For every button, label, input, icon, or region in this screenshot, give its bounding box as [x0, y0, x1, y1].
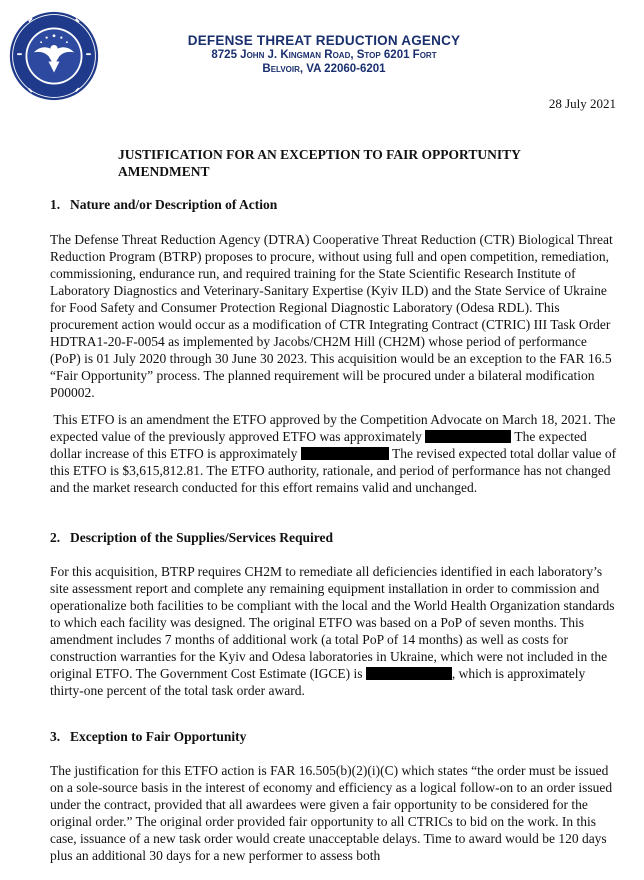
agency-address-line2: Belvoir, VA 22060-6201 — [262, 63, 386, 75]
dod-seal-icon — [8, 10, 100, 102]
paragraph-text: This ETFO is an amendment the ETFO approved by the Competition Advocate on March 18, 2021. The expected value of the previously approved ETFO was approximately — [50, 412, 616, 444]
section-title: Nature and/or Description of Action — [70, 197, 278, 212]
redaction-block — [366, 667, 452, 680]
section-2-paragraph-1 — [50, 563, 618, 699]
section-3-heading — [50, 729, 246, 745]
section-number: 2. — [50, 530, 61, 545]
section-3-paragraph-1: The justification for this ETFO action is FAR 16.505(b)(2)(i)(C) which states “the order must be issued on a sole-source basis in the interest of economy and efficiency as a logical follow-on to an order issued under the contract, provided that all awardees were given a fair opportunity to be considered for the original order.” The original order provided fair opportunity to all CTRICs to bid on the work. In this case, issuance of a new task order would create unacceptable delays. Time to award would be 120 days plus an additional 30 days for a new performer to assess both — [50, 763, 613, 863]
section-number: 1. — [50, 197, 61, 212]
section-title: Description of the Supplies/Services Required — [70, 530, 333, 545]
section-number: 3. — [50, 729, 61, 744]
section-1-heading — [50, 197, 277, 213]
letterhead — [128, 34, 520, 76]
section-1-paragraph-1: The Defense Threat Reduction Agency (DTRA) Cooperative Threat Reduction (CTR) Biological Threat Reduction Program (BTRP) proposes to procure, without using full and open competition, remediation, commissioning, endurance run, and required training for the State Scientific Research Institute of Laboratory Diagnostics and Veterinary-Sanitary Expertise (Kyiv ILD) and the State Service of Ukraine for Food Safety and Consumer Protection Regional Diagnostic Laboratory (Odesa RDL). This procurement action would occur as a modification of CTR Integrating Contract (CTRIC) III Task Order HDTRA1-20-F-0054 as implemented by Jacobs/CH2M Hill (CH2M) whose period of performance (PoP) is 01 July 2020 through 30 June 30 2023. This acquisition would be an exception to the FAR 16.5 “Fair Opportunity” process. The planned requirement will be procured under a bilateral modification P00002. — [50, 232, 613, 400]
agency-address-line1: 8725 John J. Kingman Road, Stop 6201 Fort — [211, 49, 437, 61]
redaction-block — [301, 447, 389, 460]
section-title: Exception to Fair Opportunity — [70, 729, 247, 744]
paragraph-text: , which is approximately thirty-one percent of the total task order award. — [50, 666, 586, 698]
section-1-paragraph-2 — [50, 411, 618, 496]
agency-name: DEFENSE THREAT REDUCTION AGENCY — [187, 33, 461, 48]
paragraph-text: The revised expected total dollar value of this ETFO is $3,615,812.81. The ETFO authority, rationale, and period of performance has not changed and the market research conducted for this effort remains valid and unchanged. — [50, 446, 617, 495]
document-title: JUSTIFICATION FOR AN EXCEPTION TO FAIR OPPORTUNITY AMENDMENT — [118, 147, 521, 179]
section-2-heading — [50, 530, 333, 546]
paragraph-text: The expected dollar increase of this ETFO is approximately — [50, 429, 587, 461]
paragraph-text: For this acquisition, BTRP requires CH2M to remediate all deficiencies identified in each laboratory’s site assessment report and complete any remaining equipment installation in order to commission and operationalize both facilities to be compliant with the local and the World Health Organization standards to which each facility was designed. The original ETFO was based on a PoP of seven months. This amendment includes 7 months of additional work (a total PoP of 14 months) as well as costs for construction warranties for the Kyiv and Odesa laboratories in Ukraine, which were not included in the original ETFO. The Government Cost Estimate (IGCE) is — [50, 564, 615, 681]
redaction-block — [425, 430, 511, 443]
document-date: 28 July 2021 — [548, 96, 616, 111]
